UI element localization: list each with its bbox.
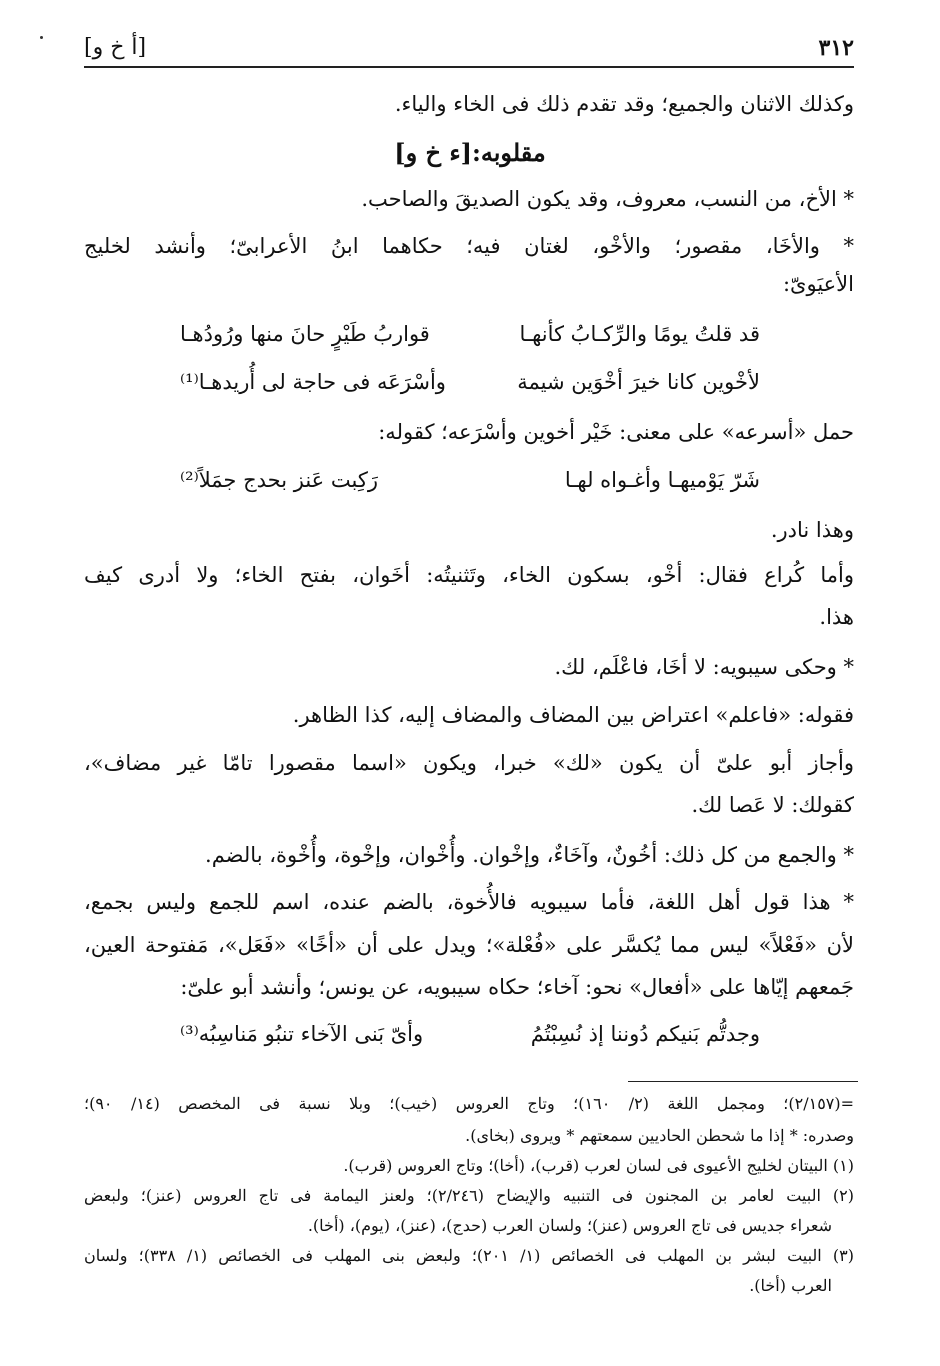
footnote-3-line-1: (٣) البيت لبشر بن المهلب فى الخصائص (١/ ٢٠١)؛ ولبعض بنى المهلب فى الخصائص (١/ ٣٣٨)؛ ولسان	[84, 1246, 854, 1265]
text-line-4: الأعيَوىّ:	[782, 272, 854, 296]
text-line-12: كقولك: لا عَصا لك.	[691, 793, 854, 817]
section-heading: مقلوبه:[ء خ و]	[394, 138, 546, 167]
header-rule	[84, 66, 854, 68]
verse-4-second-hemistich: وأىّ بَنى الآخاء تنبُو مَناسِبُه⁽³⁾	[180, 1022, 424, 1046]
scan-speck	[40, 36, 43, 39]
verse-3-first-hemistich: شَرّ يَوْميهـا وأغـواه لهـا	[564, 468, 760, 492]
verse-4-first-hemistich: وجدتُّم بَنيكم دُوننا إذ نُسِبْتُمُ	[530, 1022, 760, 1046]
verse-2-second-hemistich: وأسْرَعَه فى حاجة لى أُريدهـا⁽¹⁾	[180, 370, 446, 394]
footnote-continued-line-2: وصدره: * إذا ما شحطن الحاديين سمعتهم * ويروى (بخاى).	[465, 1126, 854, 1145]
running-header-root: [أ خ و]	[84, 35, 147, 60]
footnote-continued-line-1: =(٢/١٥٧)؛ ومجمل اللغة (٢/ ١٦٠)؛ وتاج العروس (خيب)؛ وبلا نسبة فى المخصص (١٤/ ٩٠)؛	[84, 1094, 855, 1113]
text-line-11: وأجاز أبو علىّ أن يكون «لك» خبرا، ويكون «اسما مقصورا تامّا غير مضاف»،	[84, 751, 854, 775]
page-number: ٣١٢	[818, 35, 854, 61]
text-line-14: * هذا قول أهل اللغة، فأما سيبويه فالأُخوة، بالضم عنده، اسم للجمع وليس بجمع،	[84, 890, 854, 914]
footnote-rule	[628, 1081, 858, 1082]
verse-3-second-hemistich: رَكِبت عَنز بحدج جمَلاً⁽²⁾	[180, 468, 378, 492]
footnote-2-line-2: شعراء جديس فى تاج العروس (عنز)؛ ولسان العرب (حدج)، (عنز)، (يوم)، (أخا).	[307, 1216, 832, 1235]
text-line-15: لأن «فَعْلاً» ليس مما يُكسَّر على «فُعْلة»؛ ويدل على أن «أخًا» «فَعَل»، مَفتوحة العين،	[84, 933, 854, 957]
text-line-2: * الأخ، من النسب، معروف، وقد يكون الصديقَ والصاحب.	[361, 187, 854, 211]
verse-1-first-hemistich: قد قلتُ يومًا والرِّكـابُ كأنهـا	[519, 322, 760, 346]
footnote-3-line-2: العرب (أخا).	[749, 1276, 832, 1295]
text-line-3: * والأخَا، مقصور؛ والأخْو، لغتان فيه؛ حكاهما ابنُ الأعرابىّ؛ وأنشد لخليج	[84, 234, 854, 258]
text-line-16: جَمعهم إيّاها على «أفعال» نحو: آخاء؛ حكاه سيبويه، عن يونس؛ وأنشد أبو علىّ:	[180, 975, 854, 999]
text-line-6: وهذا نادر.	[770, 518, 854, 542]
verse-1-second-hemistich: قواربُ طَيْرٍ حانَ منها ورُودُهـا	[180, 322, 430, 346]
text-line-5: حمل «أسرعه» على معنى: خَيْر أخوين وأسْرَعه؛ كقوله:	[378, 420, 854, 444]
text-line-7: وأما كُراع فقال: أخْو، بسكون الخاء، وتَثنيتُه: أخَوان، بفتح الخاء؛ ولا أدرى كيف	[84, 563, 854, 587]
footnote-2-line-1: (٢) البيت لعامر بن المجنون فى التنبيه والإيضاح (٢/٢٤٦)؛ ولعنز اليمامة فى تاج العروس (عنز)؛ ولبعض	[84, 1186, 854, 1205]
verse-2-first-hemistich: لأخْوين كانا خيرَ أخْوَين شيمة	[517, 370, 760, 394]
footnote-1: (١) البيتان لخليج الأعيوى فى لسان لعرب (قرب)، (أخا)؛ وتاج العروس (قرب).	[343, 1156, 854, 1175]
text-line-9: * وحكى سيبويه: لا أخَا، فاعْلَم، لك.	[554, 655, 854, 679]
text-line-1: وكذلك الاثنان والجميع؛ وقد تقدم ذلك فى الخاء والياء.	[394, 92, 854, 116]
text-line-10: فقوله: «فاعلم» اعتراض بين المضاف والمضاف إليه، كذا الظاهر.	[292, 703, 854, 727]
text-line-8: هذا.	[819, 605, 854, 629]
text-line-13: * والجمع من كل ذلك: أخُونٌ، وآخَاءٌ، وإخْوان. وأُخْوان، وإخْوة، وأُخْوة، بالضم.	[205, 843, 854, 867]
